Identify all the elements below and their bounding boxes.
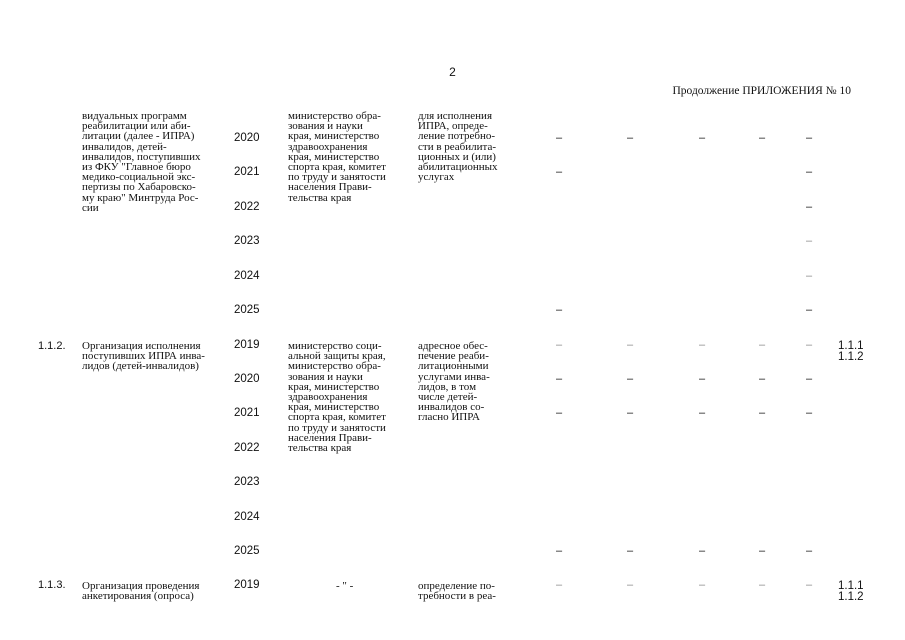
year-cell: 2025 (234, 304, 260, 316)
result-cell: для исполнения ИПРА, опреде- ление потребно- сти в реабилита- ционных и (или) абилитационных услугах (418, 110, 498, 184)
value-dash: – (758, 132, 766, 144)
year-cell: 2020 (234, 132, 260, 144)
value-dash: – (555, 304, 563, 316)
value-dash: – (555, 132, 563, 144)
value-dash: – (805, 166, 813, 178)
measure-name: видуальных программ реабилитации или аби- литации (далее - ИПРА) инвалидов, детей- инвалидов, поступивших из ФКУ "Главное бюро медико-социальной экс- пертизы по Хабаровско- му краю" Минтруда Рос- сии (82, 110, 201, 214)
year-cell: 2023 (234, 476, 260, 488)
value-dash: – (626, 579, 634, 591)
result-cell: адресное обес- печение реаби- литационными услугами инва- лидов, в том числе детей- инвалидов со- гласно ИПРА (418, 340, 490, 424)
value-dash: – (805, 545, 813, 557)
year-cell: 2023 (234, 235, 260, 247)
value-dash: – (805, 270, 813, 282)
year-cell: 2020 (234, 373, 260, 385)
reference-cell: 1.1.1 1.1.2 (838, 580, 864, 603)
value-dash: – (626, 339, 634, 351)
value-dash: – (555, 545, 563, 557)
value-dash: – (805, 235, 813, 247)
value-dash: – (758, 373, 766, 385)
value-dash: – (555, 166, 563, 178)
value-dash: – (805, 132, 813, 144)
value-dash: – (758, 339, 766, 351)
value-dash: – (698, 132, 706, 144)
year-cell: 2024 (234, 511, 260, 523)
value-dash: – (698, 545, 706, 557)
row-number: 1.1.2. (38, 340, 66, 352)
year-cell: 2022 (234, 201, 260, 213)
page-number: 2 (449, 65, 456, 79)
year-cell: 2019 (234, 339, 260, 351)
value-dash: – (805, 579, 813, 591)
value-dash: – (626, 545, 634, 557)
year-cell: 2021 (234, 166, 260, 178)
executor-cell: министерство соци- альной защиты края, министерство обра- зования и науки края, министерство здравоохранения края, министерство спорта края, комитет по труду и занятости населения Прави- тельства края (288, 340, 386, 455)
value-dash: – (626, 373, 634, 385)
year-cell: 2019 (234, 579, 260, 591)
value-dash: – (698, 579, 706, 591)
value-dash: – (805, 201, 813, 213)
value-dash: – (626, 132, 634, 144)
year-cell: 2021 (234, 407, 260, 419)
year-cell: 2024 (234, 270, 260, 282)
value-dash: – (698, 373, 706, 385)
row-number: 1.1.3. (38, 579, 66, 591)
value-dash: – (805, 339, 813, 351)
value-dash: – (758, 407, 766, 419)
value-dash: – (555, 579, 563, 591)
value-dash: – (626, 407, 634, 419)
value-dash: – (555, 339, 563, 351)
measure-name: Организация исполнения поступивших ИПРА инва- лидов (детей-инвалидов) (82, 340, 205, 373)
result-cell: определение по- требности в реа- (418, 580, 496, 603)
reference-cell: 1.1.1 1.1.2 (838, 340, 864, 363)
value-dash: – (805, 407, 813, 419)
value-dash: – (805, 373, 813, 385)
value-dash: – (805, 304, 813, 316)
value-dash: – (698, 407, 706, 419)
measure-name: Организация проведения анкетирования (опроса) (82, 580, 200, 603)
year-cell: 2022 (234, 442, 260, 454)
value-dash: – (698, 339, 706, 351)
executor-cell: - " - (336, 580, 354, 592)
value-dash: – (555, 373, 563, 385)
executor-cell: министерство обра- зования и науки края, министерство здравоохранения края, министерство спорта края, комитет по труду и занятости населения Прави- тельства края (288, 110, 386, 204)
appendix-title: Продолжение ПРИЛОЖЕНИЯ № 10 (672, 85, 851, 97)
value-dash: – (758, 545, 766, 557)
year-cell: 2025 (234, 545, 260, 557)
value-dash: – (555, 407, 563, 419)
value-dash: – (758, 579, 766, 591)
